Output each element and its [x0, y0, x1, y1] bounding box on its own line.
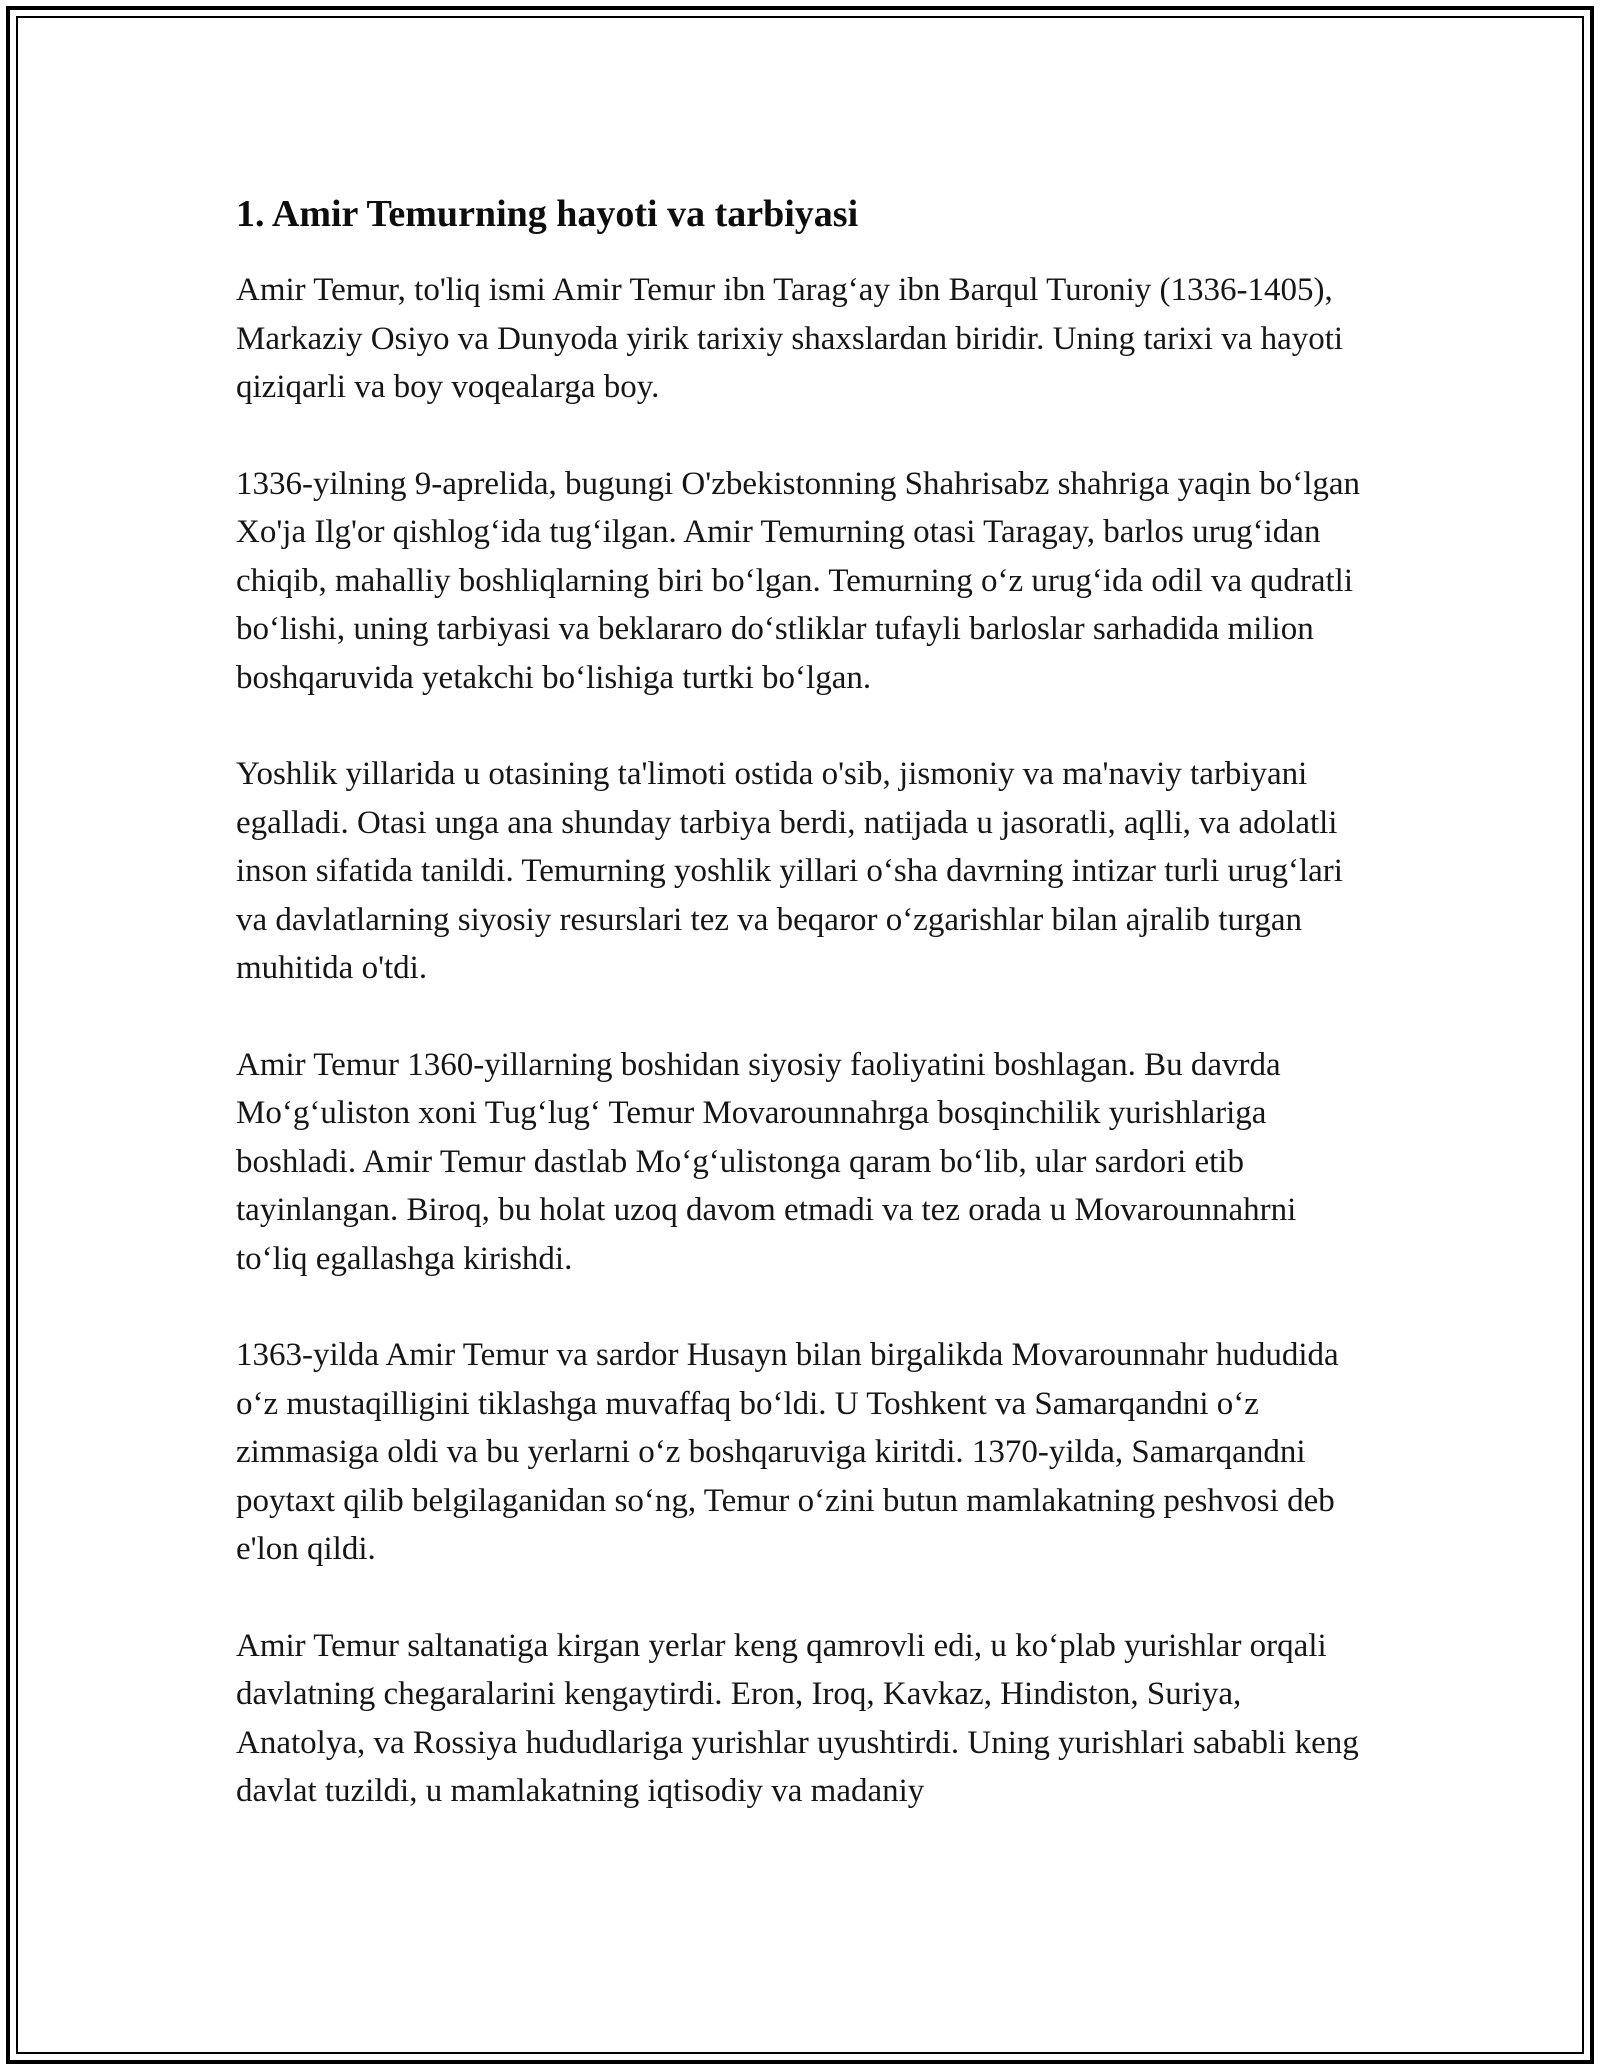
paragraph-4: Amir Temur 1360-yillarning boshidan siyosiy faoliyatini boshlagan. Bu davrda Mo‘g‘uliston xoni Tug‘lug‘ Temur Movarounnahrga bosqinchilik yurishlariga boshladi. Amir Temur dastlab Mo‘g‘ulistonga qaram bo‘lib, ular sardori etib tayinlangan. Biroq, bu holat uzoq davom etmadi va tez orada u Movarounnahrni to‘liq egallashga kirishdi.: [236, 1046, 1297, 1277]
section-heading: 1. Amir Temurning hayoti va tarbiyasi: [236, 193, 859, 235]
paragraph-1: Amir Temur, to'liq ismi Amir Temur ibn Tarag‘ay ibn Barqul Turoniy (1336-1405), Markaziy Osiyo va Dunyoda yirik tarixiy shaxslardan biridir. Uning tarixi va hayoti qiziqarli va boy voqealarga boy.: [236, 272, 1344, 405]
paragraph-5: 1363-yilda Amir Temur va sardor Husayn bilan birgalikda Movarounnahr hududida o‘z mustaqilligini tiklashga muvaffaq bo‘ldi. U Toshkent va Samarqandni o‘z zimmasiga oldi va bu yerlarni o‘z boshqaruviga kiritdi. 1370-yilda, Samarqandni poytaxt qilib belgilaganidan so‘ng, Temur o‘zini butun mamlakatning peshvosi deb e'lon qildi.: [236, 1337, 1339, 1567]
paragraph-3: Yoshlik yillarida u otasining ta'limoti ostida o'sib, jismoniy va ma'naviy tarbiyani egalladi. Otasi unga ana shunday tarbiya berdi, natijada u jasoratli, aqlli, va adolatli inson sifatida tanildi. Temurning yoshlik yillari o‘sha davrning intizar turli urug‘lari va davlatlarning siyosiy resurslari tez va beqaror o‘zgarishlar bilan ajralib turgan muhitida o'tdi.: [236, 756, 1343, 986]
paragraph-6: Amir Temur saltanatiga kirgan yerlar keng qamrovli edi, u ko‘plab yurishlar orqali davlatning chegaralarini kengaytirdi. Eron, Iroq, Kavkaz, Hindiston, Suriya, Anatolya, va Rossiya hududlariga yurishlar uyushtirdi. Uning yurishlari sababli keng davlat tuzildi, u mamlakatning iqtisodiy va madaniy: [236, 1627, 1359, 1809]
paragraph-2: 1336-yilning 9-aprelida, bugungi O'zbekistonning Shahrisabz shahriga yaqin bo‘lgan Xo'ja Ilg'or qishlog‘ida tug‘ilgan. Amir Temurning otasi Taragay, barlos urug‘idan chiqib, mahalliy boshliqlarning biri bo‘lgan. Temurning o‘z urug‘ida odil va qudratli bo‘lishi, uning tarbiyasi va beklararo do‘stliklar tufayli barloslar sarhadida milion boshqaruvida yetakchi bo‘lishiga turtki bo‘lgan.: [236, 465, 1361, 696]
document-body: [236, 188, 1376, 1864]
